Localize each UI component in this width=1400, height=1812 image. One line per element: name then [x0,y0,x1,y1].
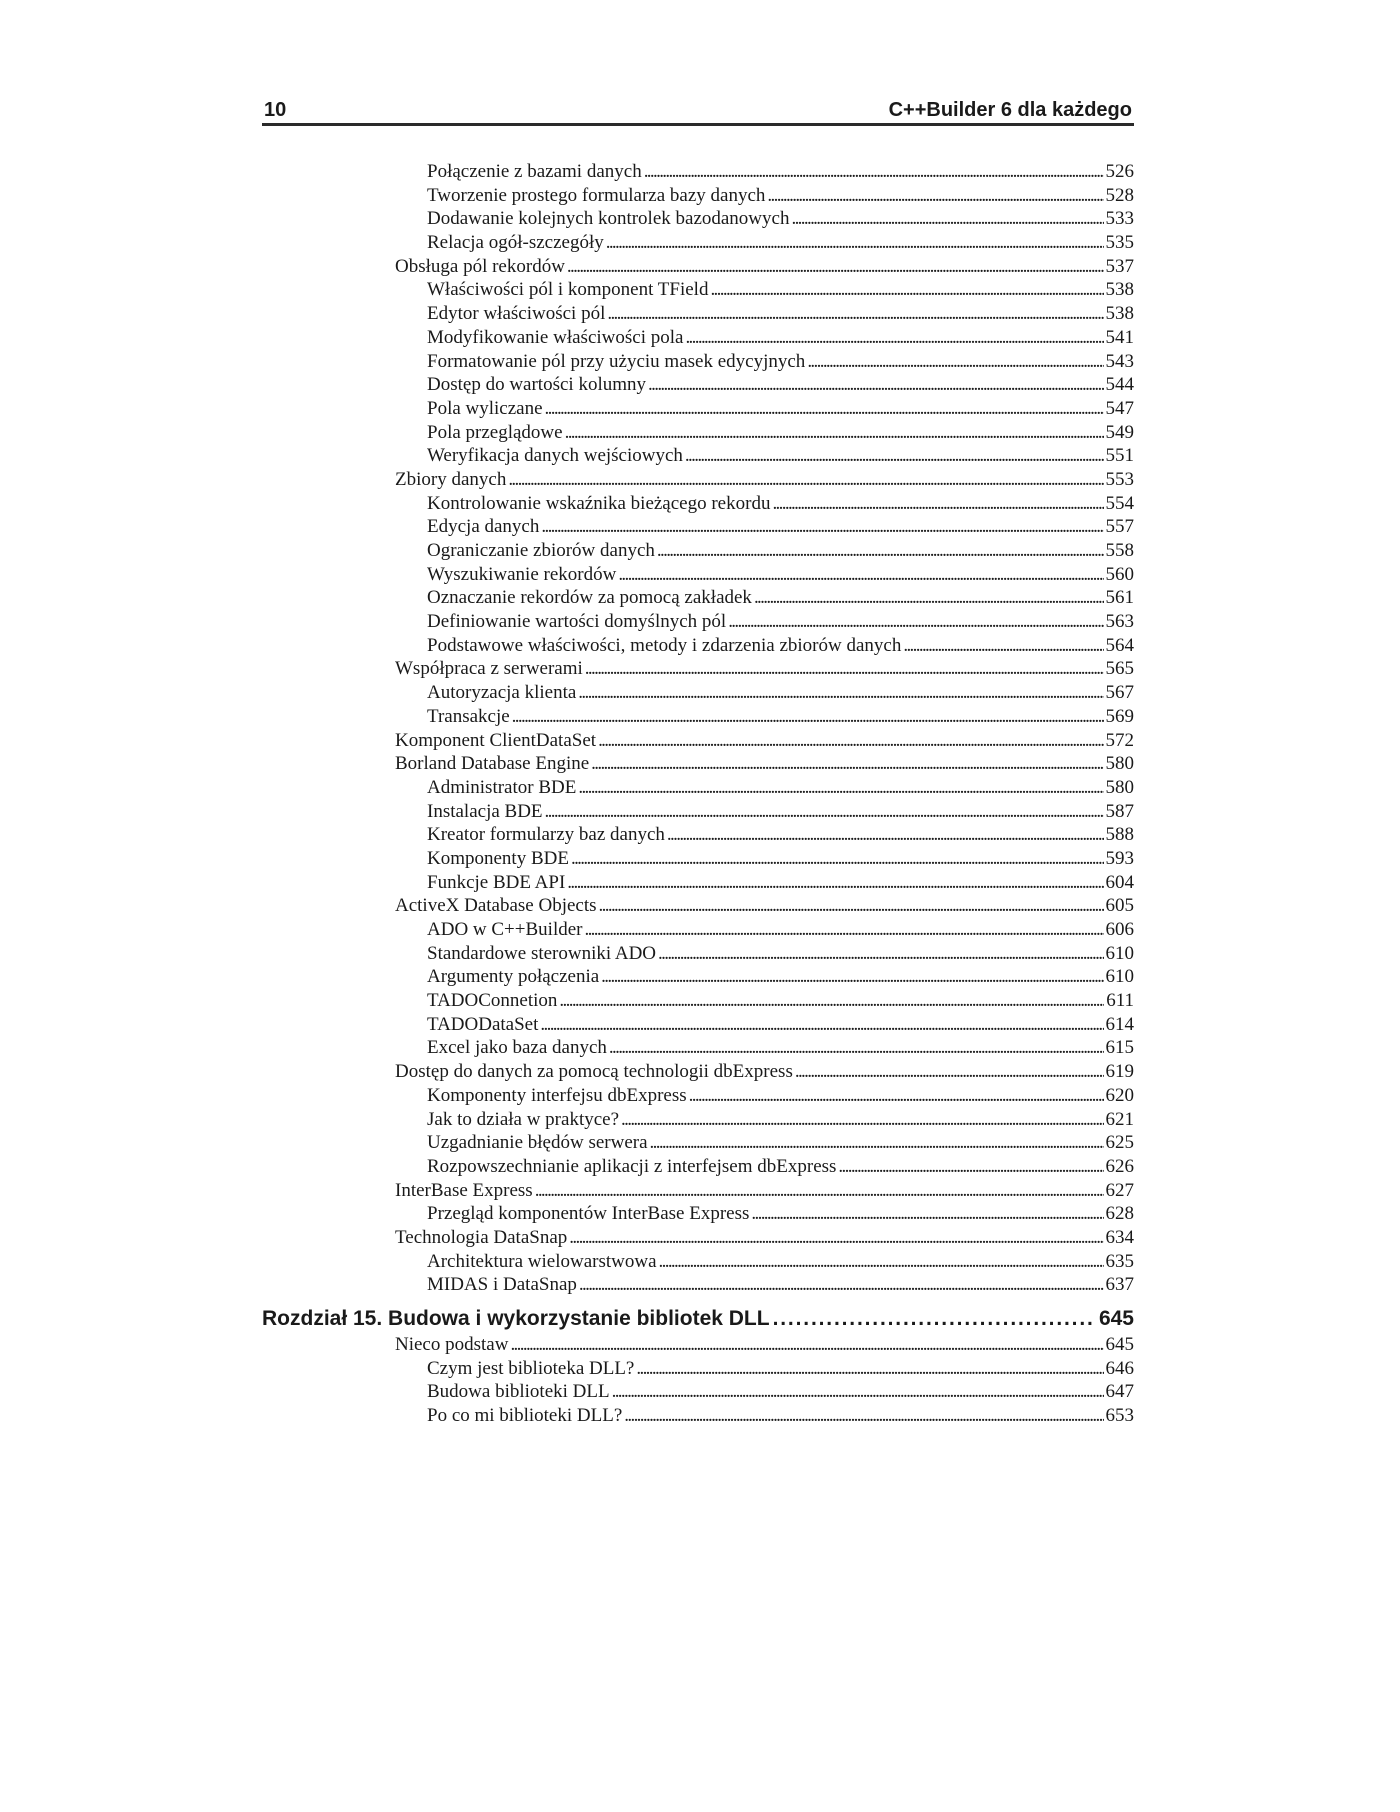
toc-entry-title: Nieco podstaw [395,1334,509,1355]
toc-entry [262,1226,1134,1250]
dot-leader [689,1084,1104,1108]
toc-entry-page: 564 [1105,634,1134,656]
toc-entry-title: Tworzenie prostego formularza bazy danych [427,184,766,206]
toc-entry-title: Edycja danych [427,516,540,538]
toc-entry-page: 580 [1105,753,1134,775]
toc-entry-title: Kontrolowanie wskaźnika bieżącego rekordu [427,492,771,514]
toc-entry-page: 621 [1105,1108,1134,1130]
toc-entry-title: Edytor właściwości pól [427,303,606,325]
toc-entry [262,539,1134,563]
toc-entry-page: 563 [1105,611,1134,633]
toc-entry [262,705,1134,729]
header-rule [262,123,1134,126]
toc-entry-title: Relacja ogół-szczegóły [427,232,604,254]
toc-entry [262,1179,1134,1203]
dot-leader [644,160,1104,184]
toc-entry [262,847,1134,871]
dot-leader [508,468,1103,492]
toc-entry-title: TADOConnetion [427,990,558,1012]
toc-entry-title: InterBase Express [395,1179,533,1201]
dot-leader [685,326,1103,350]
toc-entry [262,302,1134,326]
toc-entry [262,563,1134,587]
dot-leader [667,823,1104,847]
toc-entry-page: 561 [1105,587,1134,609]
dot-leader [559,989,1104,1013]
toc-entry-page: 565 [1105,658,1134,680]
toc-entry-page: 635 [1105,1250,1134,1272]
toc-entry [262,823,1134,847]
dot-leader [585,657,1104,681]
toc-entry-page: 554 [1105,492,1134,514]
toc-entry-page: 645 [1105,1334,1134,1355]
toc-entry-title: Pola przeglądowe [427,421,563,443]
toc-entry-page: 615 [1105,1037,1134,1059]
table-of-contents [262,160,1134,1428]
book-title: C++Builder 6 dla każdego [888,99,1132,121]
dot-leader [609,1036,1104,1060]
dot-leader [795,1060,1104,1084]
toc-entry [262,1084,1134,1108]
dot-leader [791,207,1103,231]
toc-entry-title: Budowa biblioteki DLL [427,1381,610,1403]
dot-leader [567,255,1104,279]
toc-entry-page: 569 [1105,705,1134,727]
dot-leader [636,1357,1103,1381]
dot-leader [579,1273,1104,1297]
toc-entry [262,657,1134,681]
dot-leader [512,705,1104,729]
toc-entry-title: Jak to działa w praktyce? [427,1108,620,1130]
toc-entry [262,729,1134,753]
toc-entry-title: Instalacja BDE [427,800,543,822]
toc-entry-title: Funkcje BDE API [427,871,566,893]
toc-entry-title: Excel jako baza danych [427,1037,607,1059]
dot-leader [541,515,1103,539]
toc-entry-title: Dostęp do wartości kolumny [427,374,647,396]
toc-section-after [262,1333,1134,1428]
toc-entry-page: 593 [1105,847,1134,869]
toc-entry-title: Formatowanie pól przy użyciu masek edycyjnych [427,350,806,372]
toc-entry-page: 543 [1105,350,1134,372]
dot-leader [578,681,1103,705]
toc-entry-page: 535 [1105,232,1134,254]
toc-entry [262,1155,1134,1179]
toc-entry-page: 538 [1105,303,1134,325]
dot-leader [591,752,1103,776]
toc-entry-page: 610 [1105,942,1134,964]
toc-entry-page: 538 [1105,279,1134,301]
toc-entry-title: Połączenie z bazami danych [427,161,642,182]
toc-entry [262,942,1134,966]
dot-leader [903,634,1103,658]
dot-leader [569,1226,1103,1250]
toc-entry [262,965,1134,989]
toc-entry-page: 549 [1105,421,1134,443]
dot-leader [565,421,1104,445]
toc-entry [262,752,1134,776]
toc-entry-page: 547 [1105,397,1134,419]
toc-entry [262,444,1134,468]
toc-entry [262,1404,1134,1428]
toc-entry-title: Kreator formularzy baz danych [427,824,665,846]
toc-entry [262,776,1134,800]
dot-leader [685,444,1104,468]
toc-entry [262,184,1134,208]
toc-entry-title: Pola wyliczane [427,397,543,419]
dot-leader [567,871,1103,895]
toc-entry-title: Weryfikacja danych wejściowych [427,445,683,467]
toc-entry [262,800,1134,824]
dot-leader [535,1179,1104,1203]
toc-entry-page: 553 [1105,468,1134,490]
toc-entry [262,1250,1134,1274]
toc-entry-page: 620 [1105,1084,1134,1106]
toc-entry-title: Administrator BDE [427,776,577,798]
toc-entry-title: Borland Database Engine [395,753,590,775]
toc-entry [262,468,1134,492]
toc-entry-title: Komponenty interfejsu dbExpress [427,1084,687,1106]
toc-entry [262,918,1134,942]
dot-leader [598,729,1103,753]
dot-leader [510,1333,1103,1357]
toc-entry-page: 541 [1105,326,1134,348]
dot-leader [607,302,1103,326]
toc-entry-page: 628 [1105,1203,1134,1225]
toc-entry-title: Wyszukiwanie rekordów [427,563,617,585]
dot-leader [710,278,1103,302]
toc-entry [262,894,1134,918]
dot-leader [773,1305,1096,1333]
dot-leader [658,942,1103,966]
toc-entry-title: Architektura wielowarstwowa [427,1250,657,1272]
toc-entry-page: 637 [1105,1274,1134,1296]
toc-entry [262,989,1134,1013]
toc-entry [262,373,1134,397]
toc-entry-title: Uzgadnianie błędów serwera [427,1132,648,1154]
toc-entry-title: Argumenty połączenia [427,966,600,988]
chapter-heading [262,1305,1134,1333]
toc-entry [262,255,1134,279]
toc-entry-title: Zbiory danych [395,468,507,490]
toc-entry [262,326,1134,350]
toc-entry-title: Dostęp do danych za pomocą technologii dbExpress [395,1061,793,1083]
toc-entry-title: Technologia DataSnap [395,1226,568,1248]
toc-entry-page: 646 [1105,1357,1134,1379]
dot-leader [624,1404,1103,1428]
toc-entry-page: 605 [1105,895,1134,917]
toc-entry-page: 567 [1105,682,1134,704]
dot-leader [618,563,1103,587]
dot-leader [612,1380,1104,1404]
toc-entry-page: 537 [1105,255,1134,277]
toc-entry-page: 619 [1105,1061,1134,1083]
toc-entry [262,492,1134,516]
toc-entry [262,1036,1134,1060]
toc-entry-page: 606 [1105,919,1134,940]
toc-entry-title: Transakcje [427,705,510,727]
toc-entry-page: 533 [1105,208,1134,230]
toc-entry-page: 560 [1105,563,1134,585]
toc-entry [262,1108,1134,1132]
toc-entry-page: 653 [1105,1405,1134,1427]
toc-entry-page: 551 [1105,445,1134,467]
dot-leader [578,776,1103,800]
toc-entry-title: Przegląd komponentów InterBase Express [427,1203,750,1225]
running-header [262,96,1134,124]
toc-entry [262,231,1134,255]
dot-leader [599,894,1104,918]
dot-leader [584,918,1103,942]
toc-entry [262,515,1134,539]
toc-entry-title: Autoryzacja klienta [427,682,577,704]
toc-entry-page: 626 [1105,1155,1134,1177]
dot-leader [650,1131,1104,1155]
toc-entry [262,1380,1134,1404]
dot-leader [807,350,1103,374]
dot-leader [545,800,1104,824]
dot-leader [540,1013,1103,1037]
toc-entry-title: Komponenty BDE [427,847,569,869]
toc-entry [262,1013,1134,1037]
toc-entry [262,1333,1134,1357]
toc-entry [262,207,1134,231]
dot-leader [659,1250,1104,1274]
toc-entry-page: 634 [1105,1226,1134,1248]
toc-entry-page: 614 [1105,1013,1134,1035]
dot-leader [772,492,1103,516]
toc-entry [262,1273,1134,1297]
dot-leader [754,586,1104,610]
toc-entry-page: 625 [1105,1132,1134,1154]
toc-entry-page: 572 [1105,729,1134,751]
toc-entry-page: 558 [1105,540,1134,561]
toc-entry-title: MIDAS i DataSnap [427,1274,577,1296]
toc-entry [262,1060,1134,1084]
toc-entry [262,586,1134,610]
toc-entry [262,397,1134,421]
toc-entry [262,634,1134,658]
toc-entry-title: Definiowanie wartości domyślnych pól [427,611,727,633]
dot-leader [751,1202,1103,1226]
dot-leader [728,610,1103,634]
toc-entry [262,1202,1134,1226]
chapter-page: 645 [1098,1307,1134,1330]
dot-leader [601,965,1103,989]
toc-entry-page: 528 [1105,184,1134,206]
toc-entry-page: 580 [1105,776,1134,798]
dot-leader [621,1108,1103,1132]
toc-entry-title: Ograniczanie zbiorów danych [427,540,655,561]
dot-leader [648,373,1103,397]
toc-entry-page: 611 [1106,990,1134,1012]
toc-entry-page: 604 [1105,871,1134,893]
toc-entry-title: ADO w C++Builder [427,919,583,940]
toc-entry [262,350,1134,374]
toc-entry [262,421,1134,445]
toc-entry-title: TADODataSet [427,1013,539,1035]
toc-section-before [262,160,1134,1297]
dot-leader [606,231,1104,255]
dot-leader [767,184,1103,208]
toc-entry-title: Rozpowszechnianie aplikacji z interfejsem dbExpress [427,1155,837,1177]
toc-entry-title: Po co mi biblioteki DLL? [427,1405,623,1427]
toc-entry-page: 610 [1105,966,1134,988]
toc-entry-page: 544 [1105,374,1134,396]
toc-entry-title: Standardowe sterowniki ADO [427,942,657,964]
toc-entry [262,1131,1134,1155]
toc-entry-page: 587 [1105,800,1134,822]
toc-entry [262,1357,1134,1381]
dot-leader [571,847,1104,871]
toc-entry-page: 557 [1105,516,1134,538]
page-number: 10 [264,99,287,121]
toc-entry [262,871,1134,895]
toc-entry-title: Obsługa pól rekordów [395,255,565,277]
toc-entry [262,681,1134,705]
toc-entry [262,278,1134,302]
toc-entry-title: Komponent ClientDataSet [395,729,597,751]
dot-leader [657,539,1104,563]
toc-entry-title: ActiveX Database Objects [395,895,597,917]
toc-entry-page: 588 [1105,824,1134,846]
toc-entry-title: Współpraca z serwerami [395,658,583,680]
toc-entry-title: Czym jest biblioteka DLL? [427,1357,635,1379]
toc-entry-title: Podstawowe właściwości, metody i zdarzenia zbiorów danych [427,634,902,656]
chapter-title: Rozdział 15. Budowa i wykorzystanie bibliotek DLL [262,1307,770,1330]
toc-entry-title: Dodawanie kolejnych kontrolek bazodanowych [427,208,790,230]
toc-entry-page: 627 [1105,1179,1134,1201]
dot-leader [545,397,1104,421]
toc-entry-page: 526 [1105,161,1134,182]
toc-entry-page: 647 [1105,1381,1134,1403]
toc-entry-title: Właściwości pól i komponent TField [427,279,709,301]
toc-entry [262,160,1134,184]
toc-entry-title: Modyfikowanie właściwości pola [427,326,684,348]
toc-entry-title: Oznaczanie rekordów za pomocą zakładek [427,587,752,609]
toc-entry [262,610,1134,634]
dot-leader [838,1155,1103,1179]
